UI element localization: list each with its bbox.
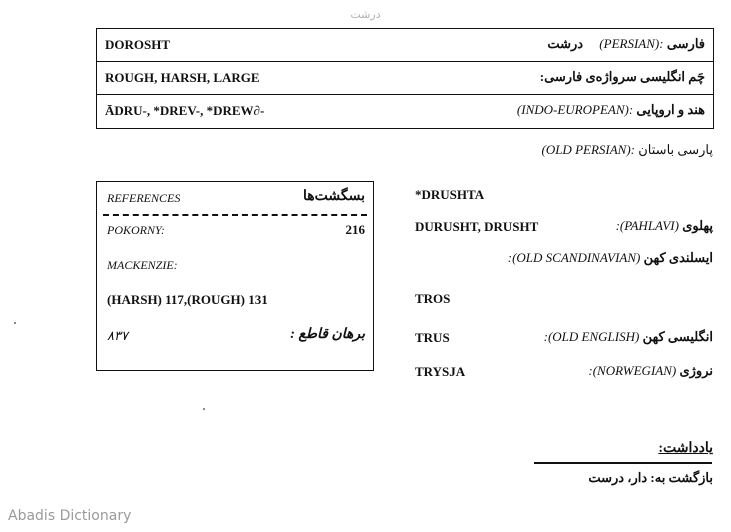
burhan-label: برهان قاطع : — [290, 327, 365, 342]
references-header-fa: بسگشت‌ها — [302, 189, 365, 204]
entry-title: درشت — [350, 8, 381, 21]
lang-en-label: :(OLD ENGLISH) — [543, 329, 640, 344]
meaning-label: چَم انگلیسی سرواژه‌ی فارسی: — [539, 69, 705, 84]
table-row — [97, 29, 713, 62]
persian-word: درشت — [547, 36, 584, 51]
lang-en-label: :(OLD SCANDINAVIAN) — [507, 250, 641, 265]
lang-fa-label: نروژی — [679, 363, 713, 378]
pokorny-label: POKORNY: — [107, 223, 165, 237]
language-persian — [547, 36, 705, 52]
norwegian-label — [588, 363, 713, 379]
pokorny-value: 216 — [345, 222, 365, 237]
speck-dot — [14, 322, 16, 324]
references-box — [96, 181, 374, 371]
lang-fa-label: انگلیسی کهن — [642, 329, 713, 344]
lang-fa-label: هند و اروپایی — [636, 102, 705, 117]
old-persian-word: *DRUSHTA — [415, 187, 485, 202]
references-header-en: REFERENCES — [107, 191, 181, 205]
lang-fa-label: پارسی باستان — [638, 142, 713, 157]
pahlavi-word: DURUSHT, DRUSHT — [415, 219, 539, 234]
language-pie — [517, 102, 705, 118]
speck-dot — [203, 408, 205, 410]
old-persian-label — [541, 142, 713, 158]
lang-en-label: :(NORWEGIAN) — [588, 363, 677, 378]
etymology-table — [96, 28, 714, 129]
mackenzie-values: (HARSH) 117,(ROUGH) 131 — [107, 292, 268, 307]
mackenzie-label: MACKENZIE: — [107, 258, 178, 272]
pahlavi-label — [616, 218, 713, 234]
lang-en-label: (OLD PERSIAN): — [541, 142, 635, 157]
note-title: یادداشت: — [658, 441, 713, 456]
lang-fa-label: فارسی — [666, 36, 705, 51]
old-english-word: TRUS — [415, 330, 450, 345]
transliteration: DOROSHT — [105, 37, 171, 52]
old-scandinavian-word: TROS — [415, 291, 451, 306]
lang-en-label: :(PAHLAVI) — [615, 218, 679, 233]
note-underline — [534, 462, 712, 464]
lang-en-label: (INDO-EUROPEAN): — [516, 102, 634, 117]
lang-fa-label: ایسلندی کهن — [643, 250, 713, 265]
dashed-divider — [103, 214, 367, 216]
norwegian-word: TRYSJA — [415, 364, 466, 379]
old-english-label — [544, 329, 713, 345]
table-row — [97, 62, 713, 95]
old-scandinavian-label — [508, 250, 713, 266]
burhan-value: ۸۳۷ — [107, 328, 128, 343]
lang-fa-label: پهلوی — [682, 218, 713, 233]
note-text: بازگشت به: دار، درست — [588, 470, 713, 485]
lang-en-label: (PERSIAN): — [599, 36, 664, 51]
site-brand: Abadis Dictionary — [8, 508, 132, 524]
english-meaning: ROUGH, HARSH, LARGE — [105, 70, 260, 85]
pie-roots: ĀDRU-, *DREV-, *DREW∂- — [105, 103, 265, 118]
table-row — [97, 95, 713, 129]
